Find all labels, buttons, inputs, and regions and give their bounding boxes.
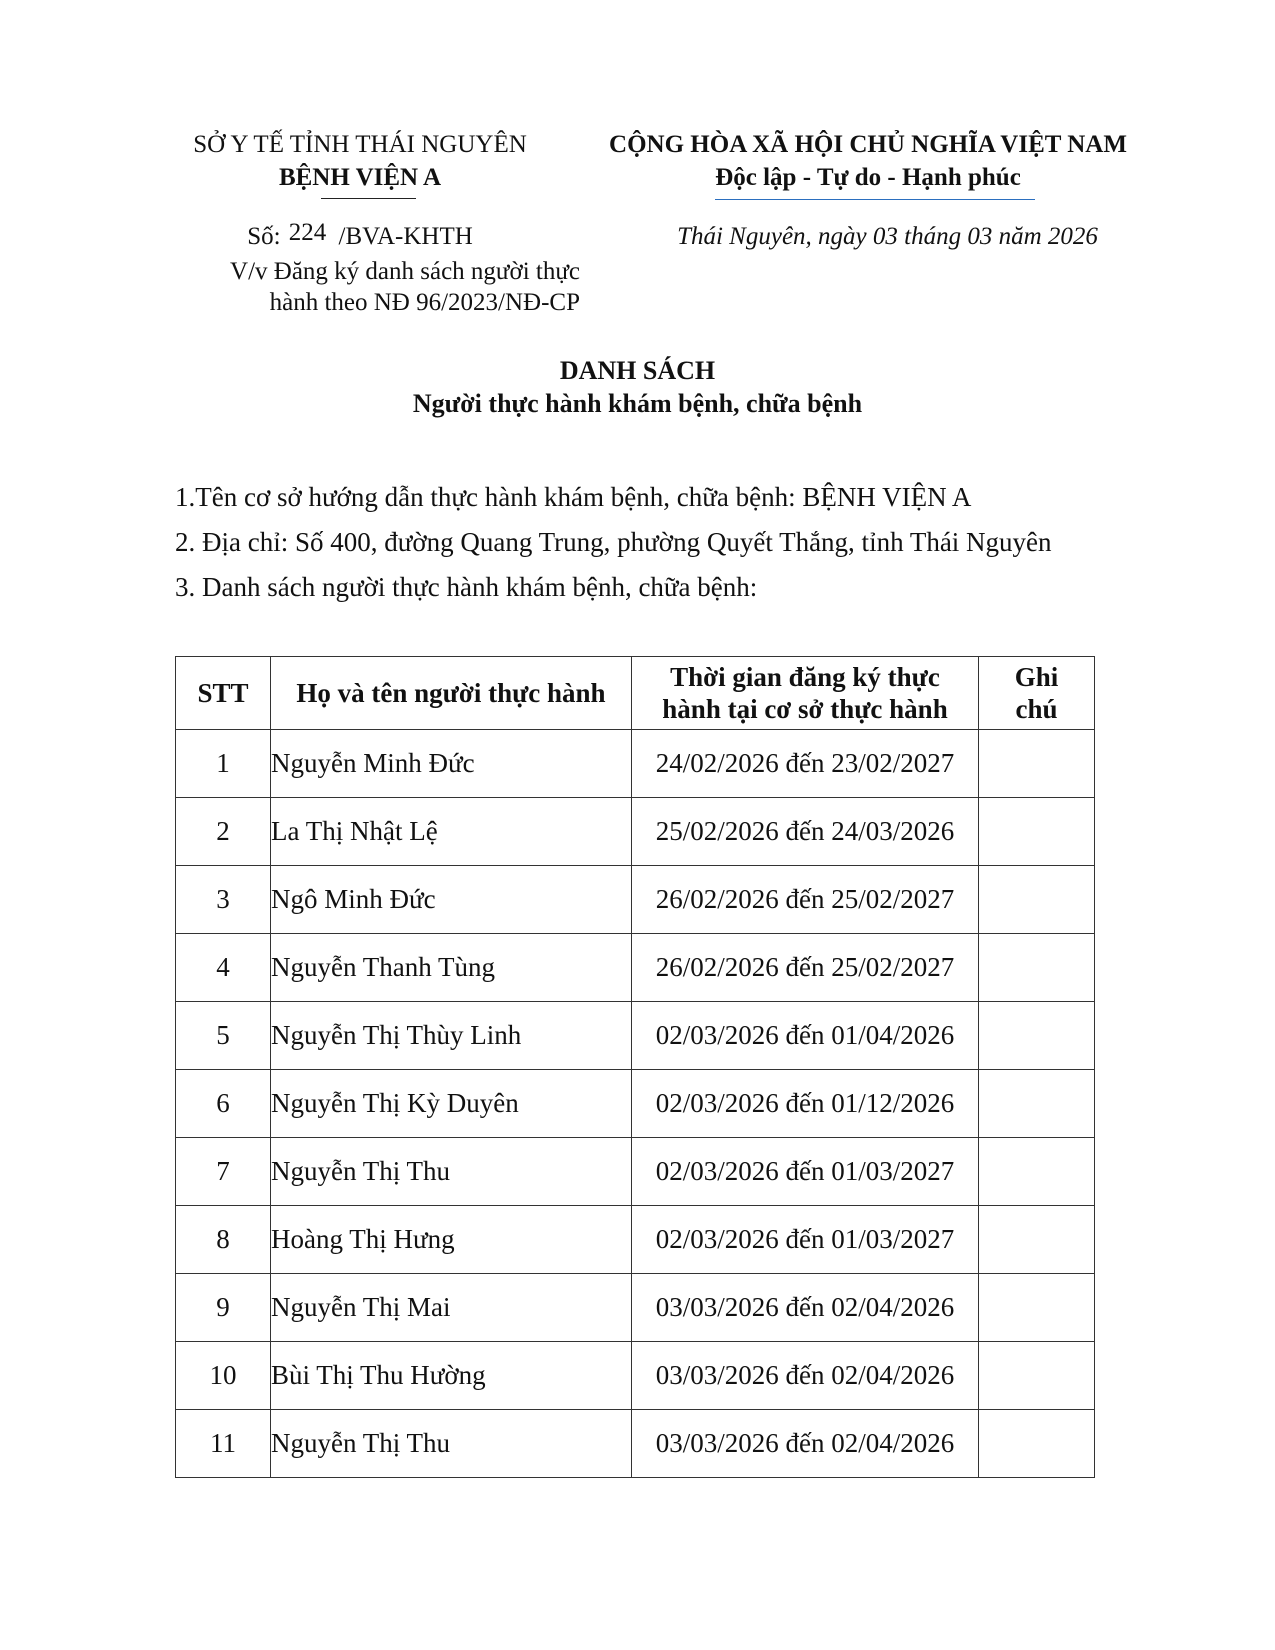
cell-note: [979, 798, 1095, 866]
cell-name: Nguyễn Thị Thu: [271, 1138, 632, 1206]
cell-note: [979, 866, 1095, 934]
cell-name: Nguyễn Thị Mai: [271, 1274, 632, 1342]
table-row: [176, 866, 1095, 934]
cell-note: [979, 1070, 1095, 1138]
cell-time: 26/02/2026 đến 25/02/2027: [632, 934, 979, 1002]
issuer-block: [150, 128, 570, 194]
header-time-line-2: hành tại cơ sở thực hành: [662, 694, 948, 724]
header-name: Họ và tên người thực hành: [271, 657, 632, 730]
so-label: Số:: [247, 223, 281, 250]
cell-time: 03/03/2026 đến 02/04/2026: [632, 1274, 979, 1342]
header-note: [979, 657, 1095, 730]
cell-name: Nguyễn Thị Thùy Linh: [271, 1002, 632, 1070]
title-line-2: Người thực hành khám bệnh, chữa bệnh: [412, 389, 863, 418]
cell-note: [979, 1138, 1095, 1206]
cell-stt: 4: [176, 934, 271, 1002]
table-header-row: [176, 657, 1095, 730]
header-note-line-1: Ghi: [1014, 662, 1059, 692]
cell-stt: 3: [176, 866, 271, 934]
cell-note: [979, 934, 1095, 1002]
motto: Độc lập - Tự do - Hạnh phúc: [715, 161, 1021, 194]
cell-time: 02/03/2026 đến 01/04/2026: [632, 1002, 979, 1070]
document-date: Thái Nguyên, ngày 03 tháng 03 năm 2026: [677, 223, 1098, 250]
title-line-1: DANH SÁCH: [559, 356, 716, 385]
header-time: [632, 657, 979, 730]
cell-time: 02/03/2026 đến 01/03/2027: [632, 1206, 979, 1274]
cell-stt: 11: [176, 1410, 271, 1478]
cell-note: [979, 1274, 1095, 1342]
issuer-hospital: BỆNH VIỆN A: [279, 161, 441, 194]
cell-stt: 7: [176, 1138, 271, 1206]
cell-stt: 8: [176, 1206, 271, 1274]
cell-name: Nguyễn Thanh Tùng: [271, 934, 632, 1002]
cell-stt: 2: [176, 798, 271, 866]
cell-note: [979, 1002, 1095, 1070]
document-title: [0, 354, 1275, 420]
table-row: [176, 1206, 1095, 1274]
header-stt: STT: [176, 657, 271, 730]
issuer-department: SỞ Y TẾ TỈNH THÁI NGUYÊN: [193, 131, 527, 158]
so-suffix: /BVA-KHTH: [338, 223, 473, 250]
cell-stt: 10: [176, 1342, 271, 1410]
info-item: 3. Danh sách người thực hành khám bệnh, chữa bệnh:: [175, 572, 758, 602]
cell-time: 03/03/2026 đến 02/04/2026: [632, 1342, 979, 1410]
practitioner-table: [175, 656, 1095, 1478]
table-row: [176, 934, 1095, 1002]
table-row: [176, 798, 1095, 866]
cell-name: Nguyễn Thị Kỳ Duyên: [271, 1070, 632, 1138]
subject-line-2: hành theo NĐ 96/2023/NĐ-CP: [269, 289, 580, 316]
table-row: [176, 730, 1095, 798]
cell-time: 02/03/2026 đến 01/03/2027: [632, 1138, 979, 1206]
table-row: [176, 1002, 1095, 1070]
cell-note: [979, 730, 1095, 798]
cell-name: Nguyễn Thị Thu: [271, 1410, 632, 1478]
cell-stt: 6: [176, 1070, 271, 1138]
country-name: CỘNG HÒA XÃ HỘI CHỦ NGHĨA VIỆT NAM: [609, 131, 1127, 158]
cell-time: 25/02/2026 đến 24/03/2026: [632, 798, 979, 866]
cell-name: Hoàng Thị Hưng: [271, 1206, 632, 1274]
cell-name: Nguyễn Minh Đức: [271, 730, 632, 798]
document-subject: [150, 256, 580, 318]
so-number: 224: [288, 219, 327, 246]
header-time-line-1: Thời gian đăng ký thực: [670, 662, 940, 692]
table-row: [176, 1070, 1095, 1138]
info-item: 1.Tên cơ sở hướng dẫn thực hành khám bệnh, chữa bệnh: BỆNH VIỆN A: [175, 482, 972, 512]
cell-stt: 1: [176, 730, 271, 798]
document-number: [150, 219, 570, 252]
cell-note: [979, 1206, 1095, 1274]
cell-note: [979, 1410, 1095, 1478]
cell-name: La Thị Nhật Lệ: [271, 798, 632, 866]
table-row: [176, 1138, 1095, 1206]
table-row: [176, 1342, 1095, 1410]
cell-time: 24/02/2026 đến 23/02/2027: [632, 730, 979, 798]
cell-time: 26/02/2026 đến 25/02/2027: [632, 866, 979, 934]
cell-time: 03/03/2026 đến 02/04/2026: [632, 1410, 979, 1478]
cell-time: 02/03/2026 đến 01/12/2026: [632, 1070, 979, 1138]
info-item: 2. Địa chỉ: Số 400, đường Quang Trung, phường Quyết Thắng, tỉnh Thái Nguyên: [175, 527, 1052, 557]
table-row: [176, 1274, 1095, 1342]
cell-stt: 5: [176, 1002, 271, 1070]
cell-note: [979, 1342, 1095, 1410]
table-row: [176, 1410, 1095, 1478]
header-note-line-2: chú: [1015, 694, 1058, 724]
cell-stt: 9: [176, 1274, 271, 1342]
cell-name: Bùi Thị Thu Hường: [271, 1342, 632, 1410]
cell-name: Ngô Minh Đức: [271, 866, 632, 934]
info-items: [175, 475, 1052, 610]
national-motto-block: [578, 128, 1158, 194]
subject-line-1: V/v Đăng ký danh sách người thực: [230, 258, 580, 285]
